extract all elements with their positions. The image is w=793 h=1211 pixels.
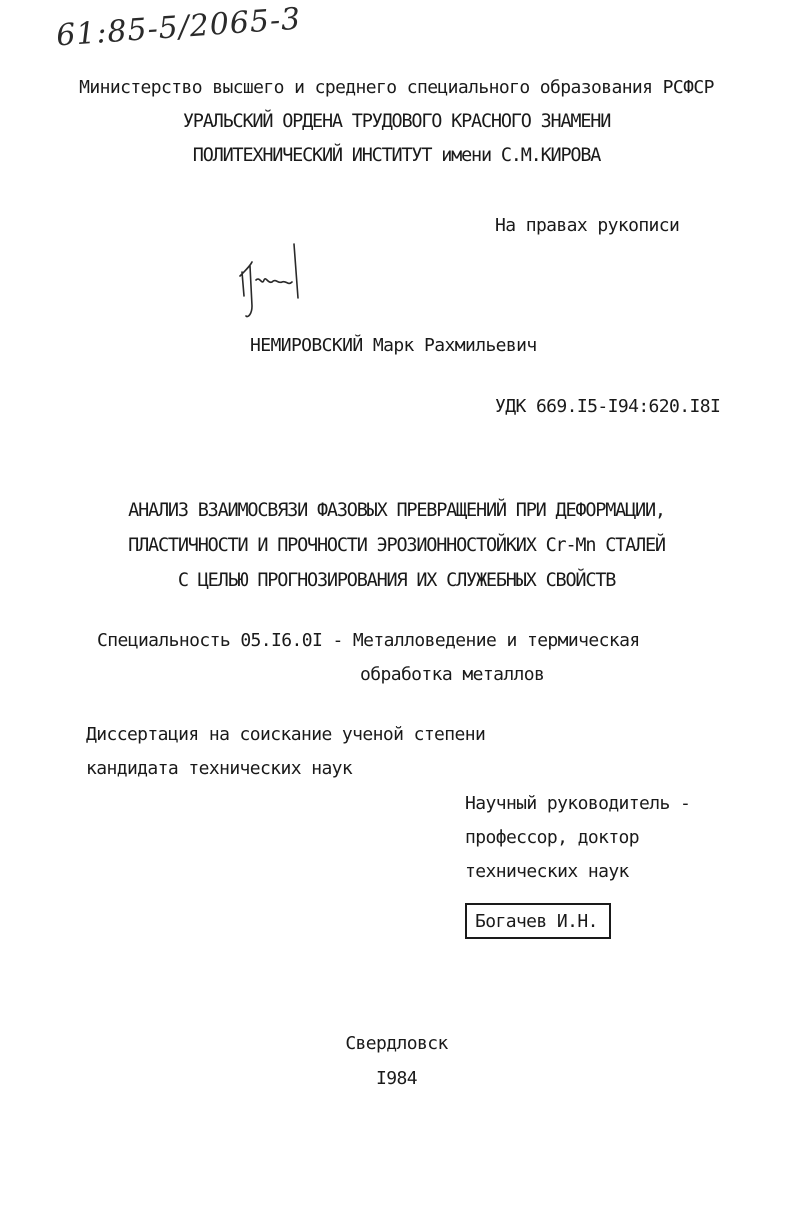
dissertation-line-2: кандидата технических наук — [86, 758, 353, 779]
supervisor-name: Богачев И.Н. — [475, 911, 598, 932]
specialty-line-2: обработка металлов — [360, 664, 545, 685]
author-name: НЕМИРОВСКИЙ Марк Рахмильевич — [250, 335, 537, 356]
title-line-2: ПЛАСТИЧНОСТИ И ПРОЧНОСТИ ЭРОЗИОННОСТОЙКИХ Cr-Mn СТАЛЕЙ — [128, 535, 665, 556]
supervisor-name-box — [465, 903, 611, 939]
dissertation-line-1: Диссертация на соискание ученой степени — [86, 724, 486, 745]
title-line-1: АНАЛИЗ ВЗАИМОСВЯЗИ ФАЗОВЫХ ПРЕВРАЩЕНИЙ ПРИ ДЕФОРМАЦИИ, — [128, 500, 665, 521]
supervisor-line-1: Научный руководитель - — [465, 793, 691, 814]
ministry-line: Министерство высшего и среднего специального образования РСФСР — [79, 77, 714, 98]
udc-code: УДК 669.I5-I94:620.I8I — [495, 396, 721, 417]
city: Свердловск — [345, 1033, 448, 1054]
specialty-line-1: Специальность 05.I6.0I - Металловедение и термическая — [97, 630, 640, 651]
institute-line-1: УРАЛЬСКИЙ ОРДЕНА ТРУДОВОГО КРАСНОГО ЗНАМЕНИ — [182, 111, 611, 132]
institute-line-2: ПОЛИТЕХНИЧЕСКИЙ ИНСТИТУТ имени С.М.КИРОВА — [192, 145, 601, 166]
rights-note: На правах рукописи — [495, 215, 680, 236]
supervisor-line-2: профессор, доктор — [465, 827, 640, 848]
signature-scribble — [232, 236, 312, 326]
title-line-3: С ЦЕЛЬЮ ПРОГНОЗИРОВАНИЯ ИХ СЛУЖЕБНЫХ СВОЙСТВ — [177, 570, 616, 591]
year: I984 — [376, 1068, 417, 1089]
supervisor-line-3: технических наук — [465, 861, 629, 882]
archive-number-handwritten: 61:85-5/2065-3 — [55, 1, 303, 54]
